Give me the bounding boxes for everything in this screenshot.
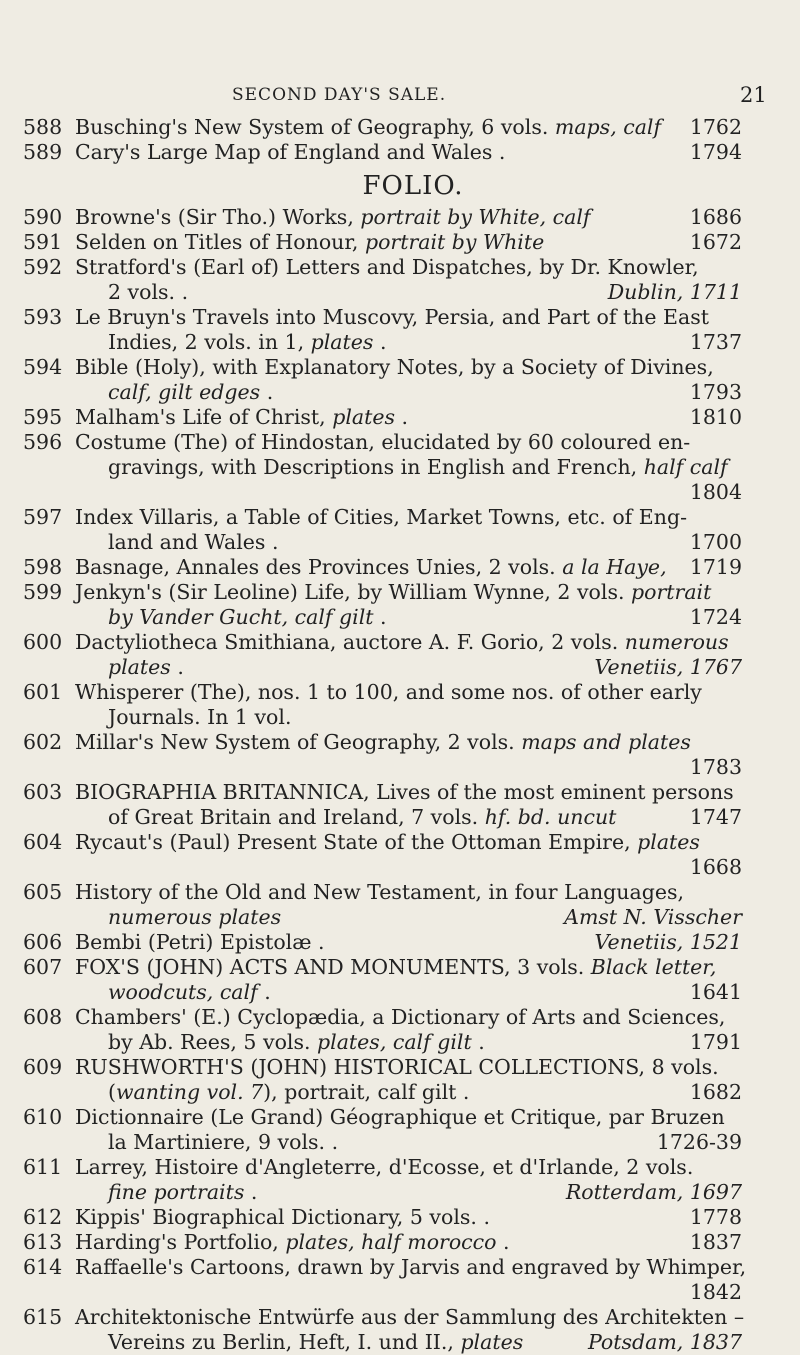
lot-entry xyxy=(0,830,800,880)
lot-binding-note: half calf xyxy=(643,455,728,479)
lot-imprint: 1791 xyxy=(689,1030,742,1054)
lot-description: Larrey, Histoire d'Angleterre, d'Ecosse, et d'Irlande, 2 vols. xyxy=(75,1155,694,1179)
lot-imprint: 1737 xyxy=(689,330,742,354)
lot-number: 608 xyxy=(23,1005,63,1029)
lot-binding-note: portrait by White xyxy=(364,230,545,254)
lot-description xyxy=(108,380,273,405)
lot-description: Costume (The) of Hindostan, elucidated by 60 coloured en- xyxy=(75,430,691,454)
lot-imprint: 1724 xyxy=(689,605,742,629)
lot-number: 607 xyxy=(23,955,63,979)
lot-imprint: Dublin, 1711 xyxy=(607,280,742,304)
leader-dot: . xyxy=(177,655,184,679)
lot-line xyxy=(0,1005,800,1030)
lot-description: History of the Old and New Testament, in four Languages, xyxy=(75,880,685,904)
lot-binding-note: by Vander Gucht, calf gilt xyxy=(108,605,374,629)
lot-number: 602 xyxy=(23,730,63,754)
lot-line xyxy=(0,280,800,305)
lot-description: by Ab. Rees, 5 vols. plates, calf gilt . xyxy=(108,1030,485,1054)
lot-line xyxy=(0,405,800,430)
lot-number: 596 xyxy=(23,430,63,454)
lot-description xyxy=(108,605,387,630)
lot-number: 595 xyxy=(23,405,63,429)
lot-entry xyxy=(0,305,800,355)
lot-description: RUSHWORTH'S (JOHN) HISTORICAL COLLECTIONS, 8 vols. xyxy=(75,1055,719,1079)
lot-binding-note: plates xyxy=(637,830,700,854)
lot-line xyxy=(0,1305,800,1330)
lot-description: Kippis' Biographical Dictionary, 5 vols. . xyxy=(75,1205,490,1229)
lot-imprint: 1842 xyxy=(689,1280,742,1304)
lot-number: 599 xyxy=(23,580,63,604)
lot-line xyxy=(0,1055,800,1080)
lot-number: 594 xyxy=(23,355,63,379)
lot-entry xyxy=(0,1205,800,1230)
lot-entry xyxy=(0,430,800,505)
leader-dot: . xyxy=(331,1130,339,1154)
lot-description: (wanting vol. 7), portrait, calf gilt . xyxy=(108,1080,470,1104)
lot-binding-note: plates xyxy=(108,655,171,679)
lot-line xyxy=(0,1330,800,1355)
lot-entry xyxy=(0,555,800,580)
lot-description: Chambers' (E.) Cyclopædia, a Dictionary of Arts and Sciences, xyxy=(75,1005,726,1029)
lot-binding-note: portrait xyxy=(631,580,712,604)
lot-imprint: 1837 xyxy=(689,1230,742,1254)
lot-description xyxy=(108,655,184,680)
leader-dot: . xyxy=(498,140,506,164)
lot-line xyxy=(0,1030,800,1055)
lot-description: Harding's Portfolio, plates, half morocco . xyxy=(75,1230,510,1254)
leader-dot: . xyxy=(318,930,325,954)
lot-line xyxy=(0,1130,800,1155)
lot-number: 610 xyxy=(23,1105,63,1129)
lot-imprint: 1783 xyxy=(689,755,742,779)
lot-number: 600 xyxy=(23,630,63,654)
lot-line xyxy=(0,1105,800,1130)
lot-entry xyxy=(0,405,800,430)
lot-description: Busching's New System of Geography, 6 vols. maps, calf xyxy=(75,115,662,139)
lot-line xyxy=(0,855,800,880)
lot-line xyxy=(0,255,800,280)
lot-number: 601 xyxy=(23,680,63,704)
leader-dot: . xyxy=(271,530,279,554)
lot-description: Browne's (Sir Tho.) Works, portrait by White, calf xyxy=(75,205,591,229)
lot-entry xyxy=(0,355,800,405)
lot-number: 597 xyxy=(23,505,63,529)
lot-line xyxy=(0,1180,800,1205)
lot-entry xyxy=(0,780,800,830)
lot-number: 603 xyxy=(23,780,63,804)
leader-dot: . xyxy=(250,1180,258,1204)
lot-entry xyxy=(0,630,800,680)
lot-imprint: 1726-39 xyxy=(656,1130,742,1154)
lot-line xyxy=(0,905,800,930)
lot-line xyxy=(0,380,800,405)
lot-line xyxy=(0,1205,800,1230)
lot-line xyxy=(0,630,800,655)
lot-entry xyxy=(0,880,800,930)
lot-description: Millar's New System of Geography, 2 vols. maps and plates xyxy=(75,730,691,754)
lot-description: Raffaelle's Cartoons, drawn by Jarvis and engraved by Whimper, xyxy=(75,1255,747,1279)
lot-line xyxy=(0,140,800,165)
lot-description: gravings, with Descriptions in English and French, half calf xyxy=(108,455,728,479)
leader-dot: . xyxy=(181,280,189,304)
lot-line xyxy=(0,955,800,980)
lot-description: 2 vols. . xyxy=(108,280,189,304)
lot-imprint: 1762 xyxy=(689,115,742,139)
lot-description: Indies, 2 vols. in 1, plates . xyxy=(108,330,387,354)
lot-number: 615 xyxy=(23,1305,63,1329)
lot-line xyxy=(0,1280,800,1305)
lot-description: Journals. In 1 vol. xyxy=(108,705,292,729)
lot-binding-note: plates xyxy=(310,330,374,354)
lot-description: Le Bruyn's Travels into Muscovy, Persia, and Part of the East xyxy=(75,305,709,329)
lot-line xyxy=(0,705,800,730)
lot-description: of Great Britain and Ireland, 7 vols. hf. bd. uncut xyxy=(108,805,617,829)
lot-imprint: Rotterdam, 1697 xyxy=(565,1180,742,1204)
lot-number: 590 xyxy=(23,205,63,229)
lot-imprint: 1804 xyxy=(689,480,742,504)
lot-binding-note: plates, half morocco xyxy=(285,1230,497,1254)
lot-imprint: 1719 xyxy=(689,555,742,579)
lot-line xyxy=(0,505,800,530)
leader-dot: . xyxy=(503,1230,510,1254)
lot-number: 588 xyxy=(23,115,63,139)
lot-entry xyxy=(0,1105,800,1155)
lot-binding-note: numerous plates xyxy=(108,905,282,929)
lot-description: Jenkyn's (Sir Leoline) Life, by William Wynne, 2 vols. portrait xyxy=(75,580,712,604)
leader-dot: . xyxy=(380,605,387,629)
page-number: 21 xyxy=(740,83,767,107)
lot-description: Selden on Titles of Honour, portrait by White xyxy=(75,230,545,254)
lot-line xyxy=(0,430,800,455)
lot-imprint: 1793 xyxy=(689,380,742,404)
lot-line xyxy=(0,655,800,680)
lot-entry xyxy=(0,1305,800,1355)
lot-line xyxy=(0,880,800,905)
lot-description xyxy=(108,905,281,930)
lot-number: 591 xyxy=(23,230,63,254)
lot-number: 589 xyxy=(23,140,63,164)
lot-binding-note: plates, calf gilt xyxy=(317,1030,472,1054)
lot-line xyxy=(0,530,800,555)
running-title: SECOND DAY'S SALE. xyxy=(232,85,447,105)
lot-line xyxy=(0,330,800,355)
leader-dot: . xyxy=(266,380,274,404)
lot-description xyxy=(108,1180,257,1205)
lot-description: Cary's Large Map of England and Wales . xyxy=(75,140,506,164)
lot-line xyxy=(0,805,800,830)
lot-imprint: 1810 xyxy=(689,405,742,429)
lot-imprint: 1686 xyxy=(689,205,742,229)
lot-line xyxy=(0,455,800,480)
lot-line xyxy=(0,1230,800,1255)
lot-imprint: 1700 xyxy=(689,530,742,554)
lot-list xyxy=(0,115,800,1355)
lot-binding-note: wanting vol. 7 xyxy=(116,1080,264,1104)
lot-line xyxy=(0,555,800,580)
lot-binding-note: plates xyxy=(332,405,395,429)
lot-description: Bible (Holy), with Explanatory Notes, by a Society of Divines, xyxy=(75,355,714,379)
leader-dot: . xyxy=(264,980,271,1004)
lot-number: 598 xyxy=(23,555,63,579)
lot-binding-note: woodcuts, calf xyxy=(108,980,258,1004)
lot-imprint: 1641 xyxy=(689,980,742,1004)
lot-number: 593 xyxy=(23,305,63,329)
lot-description: land and Wales . xyxy=(108,530,279,554)
lot-imprint: Amst N. Visscher xyxy=(564,905,742,929)
lot-number: 609 xyxy=(23,1055,63,1079)
lot-entry xyxy=(0,255,800,305)
lot-binding-note: hf. bd. uncut xyxy=(484,805,617,829)
lot-number: 605 xyxy=(23,880,63,904)
lot-line xyxy=(0,605,800,630)
lot-description: Vereins zu Berlin, Heft, I. und II., plates xyxy=(108,1330,524,1354)
lot-description: Index Villaris, a Table of Cities, Market Towns, etc. of Eng- xyxy=(75,505,688,529)
lot-entry xyxy=(0,1230,800,1255)
lot-line xyxy=(0,1080,800,1105)
lot-line xyxy=(0,980,800,1005)
lot-line xyxy=(0,115,800,140)
lot-entry xyxy=(0,955,800,1005)
lot-binding-note: maps, calf xyxy=(554,115,662,139)
lot-description: la Martiniere, 9 vols. . xyxy=(108,1130,339,1154)
lot-line xyxy=(0,305,800,330)
lot-number: 613 xyxy=(23,1230,63,1254)
lot-binding-note: numerous xyxy=(624,630,729,654)
lot-description: FOX'S (JOHN) ACTS AND MONUMENTS, 3 vols. Black letter, xyxy=(75,955,717,979)
lot-entry xyxy=(0,680,800,730)
lot-entry xyxy=(0,730,800,780)
lot-imprint: Venetiis, 1521 xyxy=(594,930,742,954)
lot-description: Malham's Life of Christ, plates . xyxy=(75,405,409,429)
lot-line xyxy=(0,780,800,805)
lot-entry xyxy=(0,140,800,165)
lot-description: Architektonische Entwürfe aus der Sammlung des Architekten – xyxy=(75,1305,745,1329)
lot-entry xyxy=(0,580,800,630)
lot-line xyxy=(0,930,800,955)
lot-binding-note: a la Haye, xyxy=(562,555,667,579)
lot-entry xyxy=(0,1055,800,1105)
lot-imprint: 1778 xyxy=(689,1205,742,1229)
lot-line xyxy=(0,755,800,780)
lot-description: Whisperer (The), nos. 1 to 100, and some nos. of other early xyxy=(75,680,702,704)
lot-description: Bembi (Petri) Epistolæ . xyxy=(75,930,325,954)
lot-number: 592 xyxy=(23,255,63,279)
lot-entry xyxy=(0,1255,800,1305)
lot-line xyxy=(0,230,800,255)
leader-dot: . xyxy=(401,405,409,429)
lot-line xyxy=(0,830,800,855)
lot-number: 604 xyxy=(23,830,63,854)
leader-dot: . xyxy=(478,1030,485,1054)
lot-line xyxy=(0,355,800,380)
lot-binding-note: plates xyxy=(460,1330,524,1354)
lot-line xyxy=(0,205,800,230)
lot-line xyxy=(0,1255,800,1280)
lot-line xyxy=(0,1155,800,1180)
leader-dot: . xyxy=(379,330,387,354)
leader-dot: . xyxy=(483,1205,490,1229)
lot-description xyxy=(108,980,271,1005)
lot-description: Stratford's (Earl of) Letters and Dispatches, by Dr. Knowler, xyxy=(75,255,699,279)
lot-number: 611 xyxy=(23,1155,63,1179)
lot-binding-note: maps and plates xyxy=(521,730,691,754)
lot-binding-note: Black letter, xyxy=(590,955,717,979)
lot-line xyxy=(0,680,800,705)
lot-entry xyxy=(0,205,800,230)
lot-description: Basnage, Annales des Provinces Unies, 2 vols. a la Haye, xyxy=(75,555,667,579)
lot-entry xyxy=(0,230,800,255)
lot-line xyxy=(0,580,800,605)
lot-imprint: 1672 xyxy=(689,230,742,254)
lot-description: Dactyliotheca Smithiana, auctore A. F. Gorio, 2 vols. numerous xyxy=(75,630,729,654)
lot-description: Dictionnaire (Le Grand) Géographique et Critique, par Bruzen xyxy=(75,1105,725,1129)
lot-binding-note: calf, gilt edges xyxy=(108,380,261,404)
lot-entry xyxy=(0,1155,800,1205)
lot-description: BIOGRAPHIA BRITANNICA, Lives of the most eminent persons xyxy=(75,780,734,804)
lot-imprint: 1747 xyxy=(689,805,742,829)
lot-number: 606 xyxy=(23,930,63,954)
lot-entry xyxy=(0,1005,800,1055)
lot-number: 614 xyxy=(23,1255,63,1279)
lot-description: Rycaut's (Paul) Present State of the Ottoman Empire, plates xyxy=(75,830,700,854)
lot-imprint: Venetiis, 1767 xyxy=(594,655,742,679)
lot-entry xyxy=(0,505,800,555)
lot-binding-note: portrait by White, calf xyxy=(360,205,591,229)
section-heading: FOLIO. xyxy=(362,171,464,201)
lot-entry xyxy=(0,930,800,955)
lot-line xyxy=(0,480,800,505)
lot-imprint: Potsdam, 1837 xyxy=(587,1330,742,1354)
lot-number: 612 xyxy=(23,1205,63,1229)
page-header xyxy=(0,83,800,113)
lot-imprint: 1668 xyxy=(689,855,742,879)
lot-line xyxy=(0,730,800,755)
lot-entry xyxy=(0,115,800,140)
lot-binding-note: fine portraits xyxy=(108,1180,245,1204)
lot-imprint: 1794 xyxy=(689,140,742,164)
lot-imprint: 1682 xyxy=(689,1080,742,1104)
